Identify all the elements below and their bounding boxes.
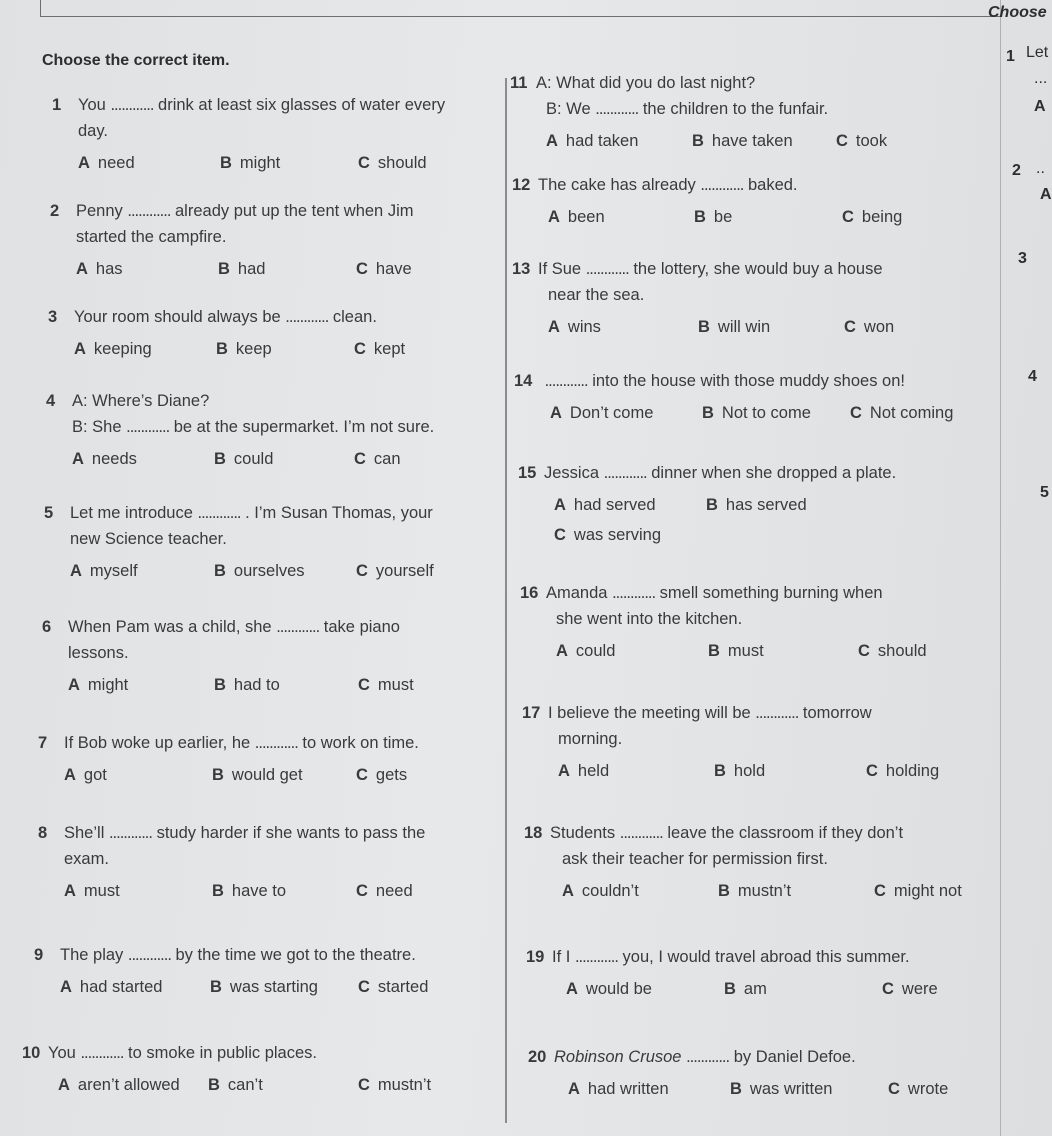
option-c[interactable]: C gets — [356, 766, 408, 784]
question-7: 7 If Bob woke up earlier, he ............ to work on time. A got B would get C gets — [38, 730, 419, 788]
question-6: 6 When Pam was a child, she ............ take piano lessons. A might B had to C must — [42, 614, 414, 698]
page-edge — [1000, 0, 1001, 1136]
next-page-dots-2: .. — [1036, 160, 1045, 177]
question-3: 3 Your room should always be ............ clean. A keeping B keep C kept — [48, 304, 405, 362]
next-page-dots: ... — [1034, 70, 1048, 87]
option-c[interactable]: C should — [358, 154, 427, 172]
option-b[interactable]: B can’t — [208, 1076, 263, 1094]
next-page-num-4: 4 — [1028, 368, 1037, 385]
next-page-num-1: 1 — [1006, 48, 1015, 65]
option-a[interactable]: A myself — [70, 562, 138, 580]
option-b[interactable]: B am — [724, 980, 767, 998]
next-page-text: Let — [1026, 44, 1049, 61]
question-15: 15 Jessica ............ dinner when she dropped a plate. A had served B has served C was serving — [518, 460, 896, 548]
option-b[interactable]: B was starting — [210, 978, 318, 996]
next-page-num-2: 2 — [1012, 162, 1021, 179]
option-a[interactable]: A could — [556, 642, 616, 660]
question-8: 8 She’ll ............ study harder if she wants to pass the exam. A must B have to C need — [38, 820, 425, 904]
option-c[interactable]: C have — [356, 260, 412, 278]
question-17: 17 I believe the meeting will be ............ tomorrow morning. A held B hold C holding — [522, 700, 939, 784]
option-b[interactable]: B was written — [730, 1080, 833, 1098]
option-c[interactable]: C might not — [874, 882, 962, 900]
option-c[interactable]: C were — [882, 980, 938, 998]
option-a[interactable]: A would be — [566, 980, 652, 998]
question-2: 2 Penny ............ already put up the tent when Jim started the campfire. A has B had C have — [50, 198, 413, 282]
option-b[interactable]: B has served — [706, 496, 807, 514]
option-b[interactable]: B have taken — [692, 132, 793, 150]
option-c[interactable]: C Not coming — [850, 404, 954, 422]
option-b[interactable]: B hold — [714, 762, 766, 780]
question-18: 18 Students ............ leave the classroom if they don’t ask their teacher for permission first. A couldn’t B mustn’t C might not — [524, 820, 962, 904]
option-c[interactable]: C won — [844, 318, 895, 336]
option-c[interactable]: C need — [356, 882, 413, 900]
option-a[interactable]: A had written — [568, 1080, 669, 1098]
option-c[interactable]: C yourself — [356, 562, 434, 580]
option-b[interactable]: B had to — [214, 676, 280, 694]
option-b[interactable]: B mustn’t — [718, 882, 792, 900]
next-page-option-2: A — [1040, 186, 1052, 203]
question-16: 16 Amanda ............ smell something burning when she went into the kitchen. A could B must C should — [520, 580, 927, 664]
question-12: 12 The cake has already ............ baked. A been B be C being — [512, 172, 902, 230]
option-a[interactable]: A needs — [72, 450, 137, 468]
option-a[interactable]: A held — [558, 762, 610, 780]
option-a[interactable]: A had started — [60, 978, 163, 996]
option-b[interactable]: B ourselves — [214, 562, 305, 580]
option-c[interactable]: C should — [858, 642, 927, 660]
next-page-title: Choose — [988, 4, 1047, 21]
option-b[interactable]: B had — [218, 260, 266, 278]
option-a[interactable]: A had served — [554, 496, 656, 514]
option-b[interactable]: B will win — [698, 318, 771, 336]
option-b[interactable]: B keep — [216, 340, 272, 358]
option-a[interactable]: A must — [64, 882, 120, 900]
option-b[interactable]: B might — [220, 154, 281, 172]
option-a[interactable]: A Don’t come — [550, 404, 654, 422]
option-c[interactable]: C started — [358, 978, 429, 996]
next-page-option: A — [1034, 98, 1046, 115]
option-c[interactable]: C wrote — [888, 1080, 949, 1098]
question-4: 4 A: Where’s Diane? B: She ............ be at the supermarket. I’m not sure. A needs B could C can — [46, 388, 434, 472]
option-c[interactable]: C mustn’t — [358, 1076, 432, 1094]
question-9: 9 The play ............ by the time we got to the theatre. A had started B was starting C started — [34, 942, 428, 1000]
option-c[interactable]: C kept — [354, 340, 406, 358]
option-b[interactable]: B must — [708, 642, 764, 660]
option-a[interactable]: A has — [76, 260, 123, 278]
question-11: 11 A: What did you do last night? B: We ............ the children to the funfair. A had taken B have taken C took — [510, 70, 887, 154]
option-a[interactable]: A had taken — [546, 132, 639, 150]
option-a[interactable]: A aren’t allowed — [58, 1076, 180, 1094]
next-page-num-3: 3 — [1018, 250, 1027, 267]
top-border — [40, 0, 1001, 17]
question-10: 10 You ............ to smoke in public places. A aren’t allowed B can’t C mustn’t — [22, 1040, 431, 1098]
question-13: 13 If Sue ............ the lottery, she would buy a house near the sea. A wins B will win C won — [512, 256, 894, 340]
option-b[interactable]: B would get — [212, 766, 303, 784]
option-c[interactable]: C must — [358, 676, 414, 694]
question-5: 5 Let me introduce ............ . I’m Susan Thomas, your new Science teacher. A myself B ourselves C yourself — [44, 500, 434, 584]
option-a[interactable]: A been — [548, 208, 605, 226]
option-b[interactable]: B be — [694, 208, 733, 226]
option-a[interactable]: A need — [78, 154, 135, 172]
column-divider — [505, 78, 507, 1123]
option-a[interactable]: A got — [64, 766, 107, 784]
option-c[interactable]: C took — [836, 132, 888, 150]
option-b[interactable]: B have to — [212, 882, 287, 900]
question-1: 1 You ............ drink at least six glasses of water every day. A need B might C should — [52, 92, 445, 176]
option-a[interactable]: A couldn’t — [562, 882, 639, 900]
option-c[interactable]: C holding — [866, 762, 940, 780]
question-20: 20 Robinson Crusoe ............ by Daniel Defoe. A had written B was written C wrote — [528, 1044, 948, 1102]
question-14: 14 ............ into the house with those muddy shoes on! A Don’t come B Not to come C Not coming — [514, 368, 953, 426]
option-c[interactable]: C can — [354, 450, 401, 468]
option-c[interactable]: C being — [842, 208, 903, 226]
page-title: Choose the correct item. — [42, 52, 230, 69]
option-b[interactable]: B Not to come — [702, 404, 811, 422]
question-19: 19 If I ............ you, I would travel abroad this summer. A would be B am C were — [526, 944, 938, 1002]
next-page-num-5: 5 — [1040, 484, 1049, 501]
option-a[interactable]: A might — [68, 676, 129, 694]
option-a[interactable]: A keeping — [74, 340, 152, 358]
option-b[interactable]: B could — [214, 450, 274, 468]
option-c[interactable]: C was serving — [554, 526, 662, 544]
option-a[interactable]: A wins — [548, 318, 601, 336]
